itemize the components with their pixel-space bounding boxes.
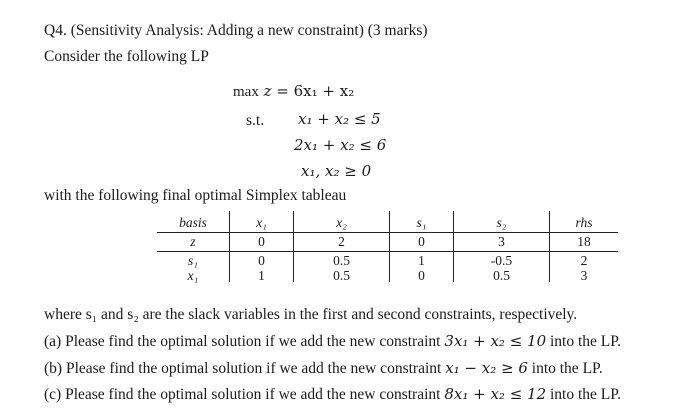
st-label: s.t. (246, 112, 265, 129)
header-rhs: rhs (550, 211, 619, 233)
slack-note: where s₁ and s₂ are the slack variables in the first and second constraints, respectively. (44, 306, 578, 323)
table-cell: -0.5 (454, 252, 550, 270)
table-cell: 0 (230, 252, 294, 270)
part-a-prefix: (a) Please find the optimal solution if we add the new constraint (44, 333, 441, 350)
basis-cell: s₁ (157, 252, 230, 270)
table-cell: 18 (550, 233, 619, 252)
intro-text: Consider the following LP (44, 48, 209, 65)
header-x2: x₂ (294, 211, 390, 233)
header-s2: s₂ (454, 211, 550, 233)
objective-function (233, 82, 354, 101)
part-a (44, 332, 621, 351)
table-cell: 0.5 (294, 269, 390, 282)
table-cell: 1 (390, 252, 454, 270)
part-b-prefix: (b) Please find the optimal solution if we add the new constraint (44, 360, 442, 377)
part-c-suffix: into the LP. (550, 386, 622, 403)
part-c-prefix: (c) Please find the optimal solution if we add the new constraint (44, 386, 441, 403)
objective-prefix: max (233, 84, 259, 100)
tableau-intro: with the following final optimal Simplex tableau (44, 187, 347, 204)
table-cell: 0 (390, 233, 454, 252)
nonnegativity: x₁, x₂ ≥ 0 (301, 162, 372, 180)
table-cell: 0 (390, 269, 454, 282)
tableau-row (157, 252, 618, 270)
part-b-constraint: x₁ − x₂ ≥ 6 (445, 359, 528, 377)
basis-cell: z (157, 233, 230, 252)
table-cell: 3 (580, 267, 588, 283)
header-basis: basis (157, 211, 230, 233)
part-b (44, 359, 603, 378)
constraint-2: 2x₁ + x₂ ≤ 6 (294, 136, 387, 154)
constraint-1: x₁ + x₂ ≤ 5 (298, 110, 381, 128)
table-cell: 2 (294, 233, 390, 252)
part-a-suffix: into the LP. (550, 333, 622, 350)
header-s1: s₁ (390, 211, 454, 233)
table-cell: 1 (230, 269, 294, 282)
table-cell: 3 (454, 233, 550, 252)
basis-cell: x₁ (157, 269, 230, 282)
part-c-constraint: 8x₁ + x₂ ≤ 12 (444, 385, 547, 403)
question-title: Q4. (Sensitivity Analysis: Adding a new constraint) (3 marks) (44, 22, 428, 39)
tableau-header-row (157, 211, 618, 233)
part-a-constraint: 3x₁ + x₂ ≤ 10 (444, 332, 547, 350)
table-cell: 2 (580, 252, 588, 268)
part-c (44, 385, 621, 404)
table-cell: 0.5 (294, 252, 390, 270)
simplex-tableau (157, 211, 618, 282)
tableau-row (157, 233, 618, 252)
table-cell: 0 (230, 233, 294, 252)
header-x1: x₁ (230, 211, 294, 233)
table-cell: 0.5 (454, 269, 550, 282)
part-b-suffix: into the LP. (531, 360, 603, 377)
tableau-row (157, 269, 618, 282)
objective-rhs: = 6x₁ + x₂ (276, 82, 355, 100)
objective-var: z (263, 82, 272, 100)
